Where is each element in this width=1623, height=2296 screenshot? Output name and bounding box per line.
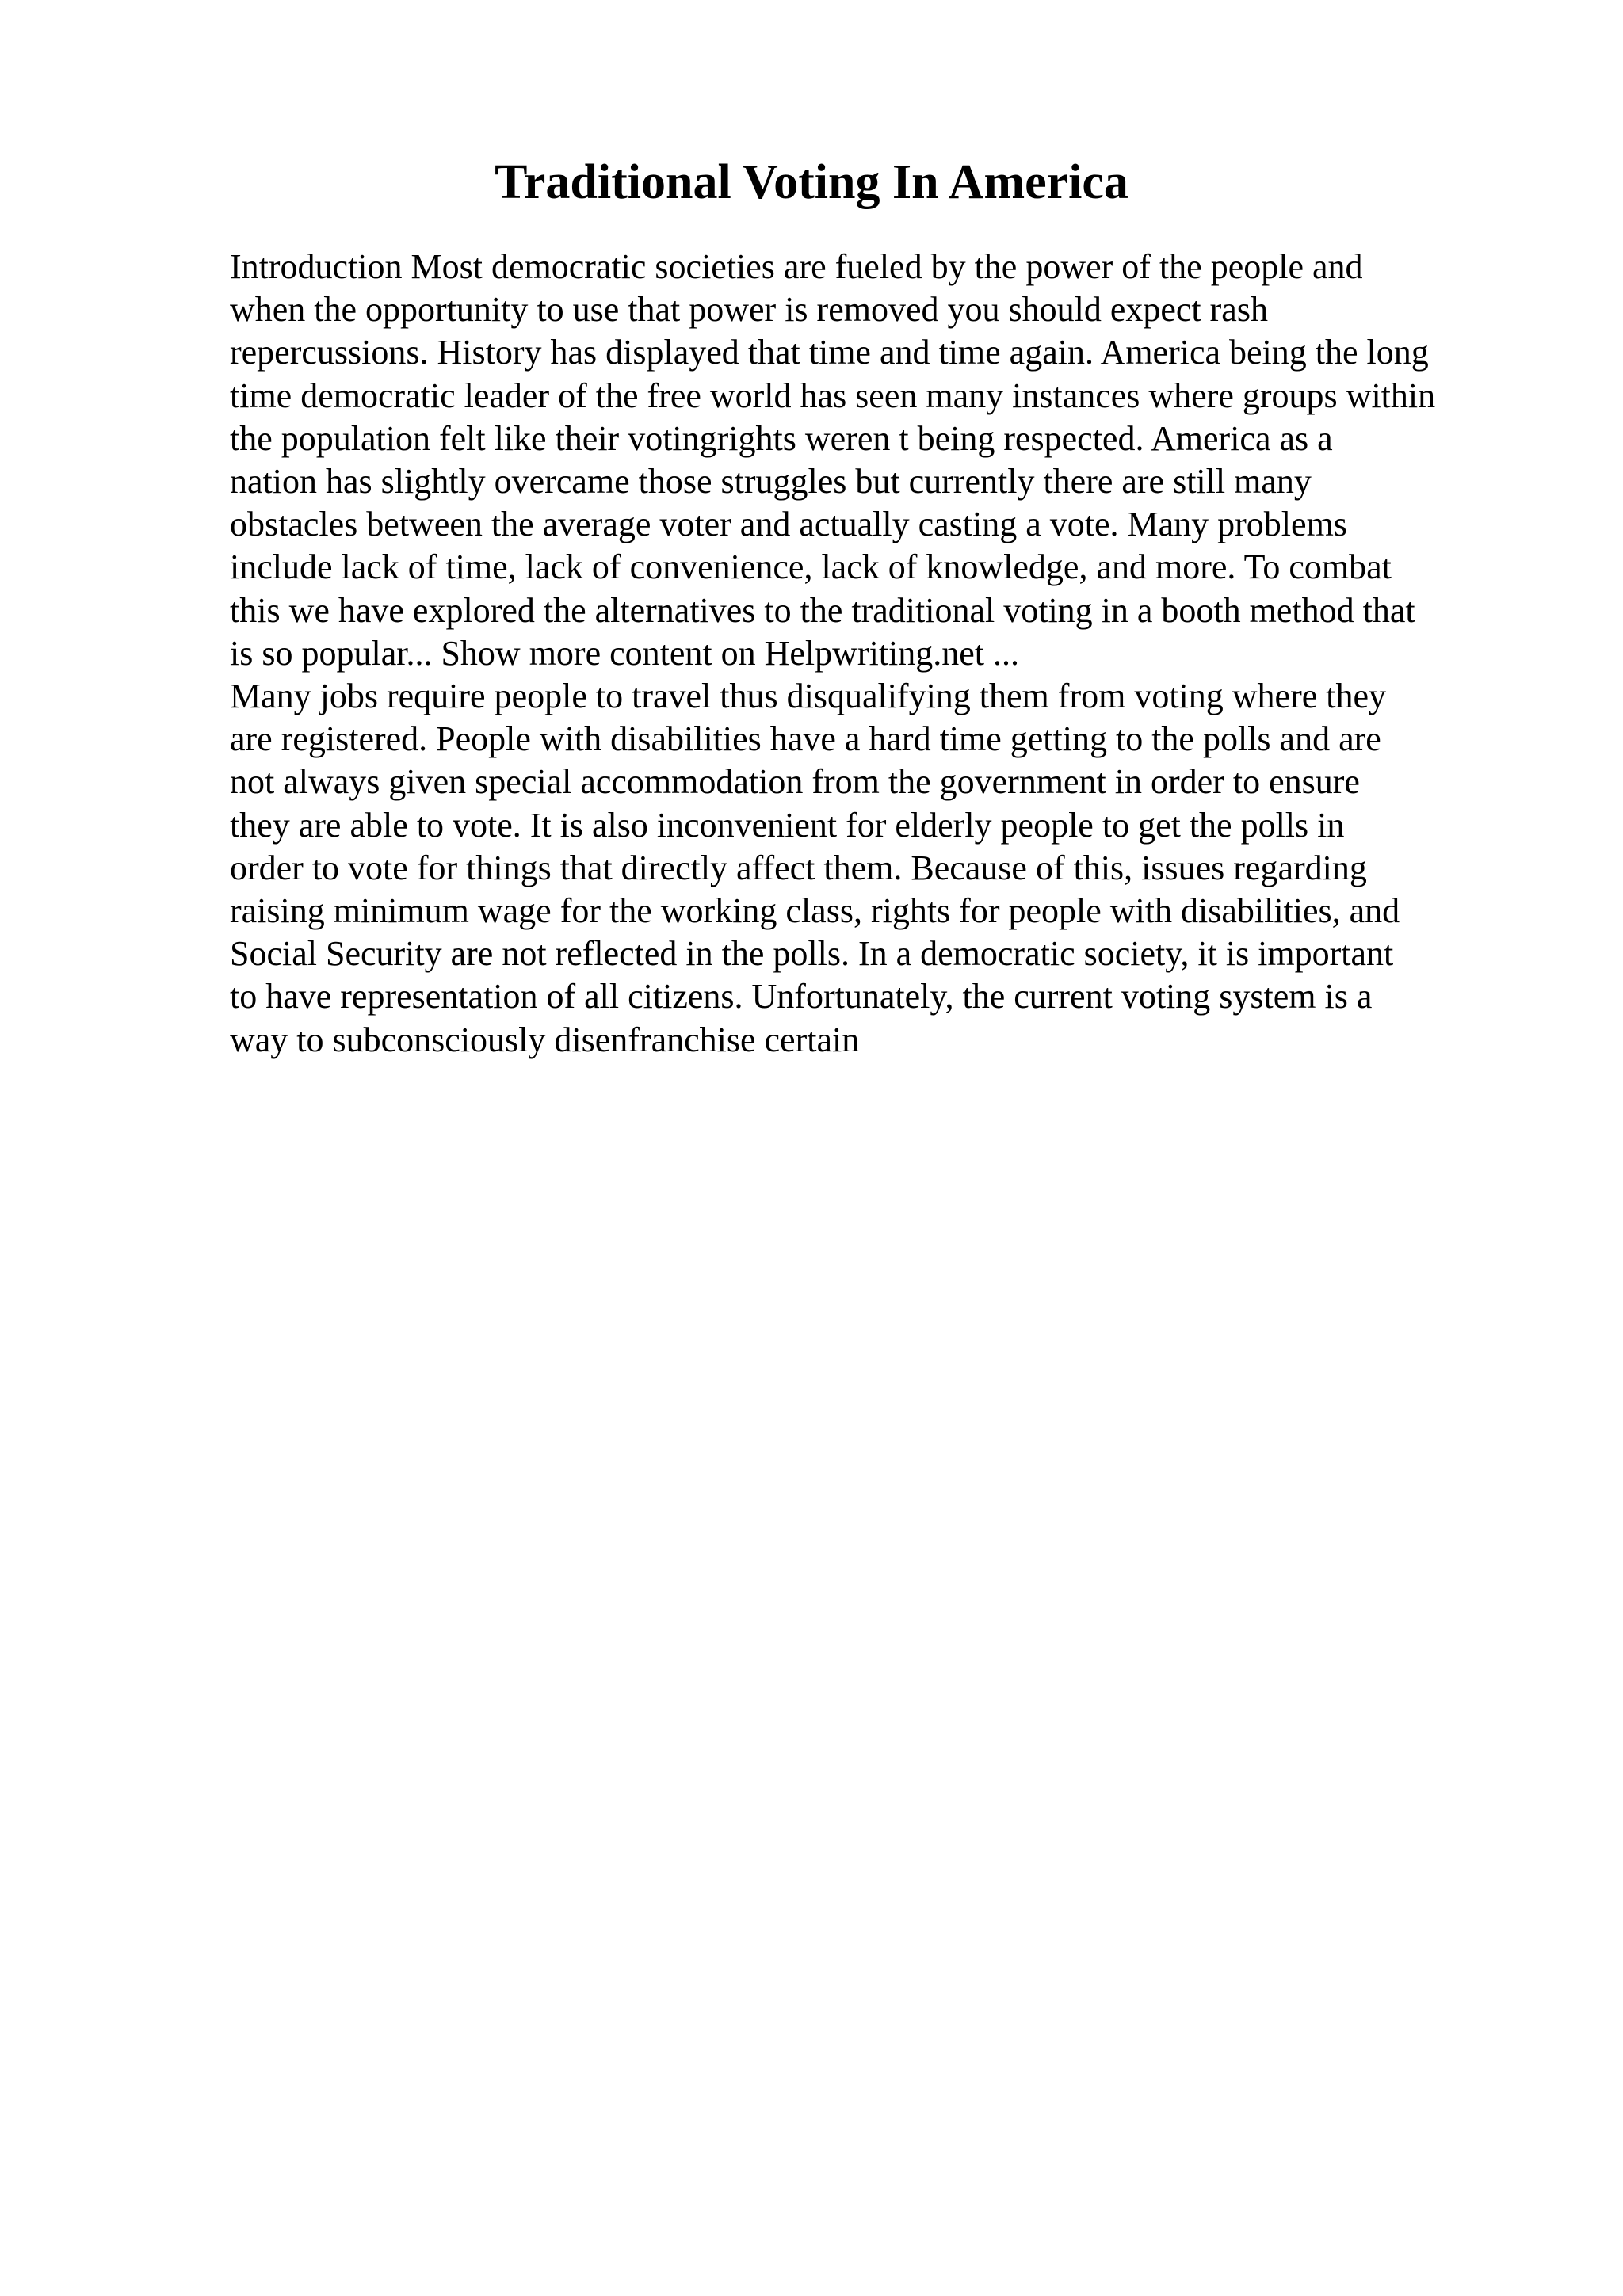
text-line: is so popular... Show more content on Helpwriting.net ... <box>230 633 1019 673</box>
text-line: not always given special accommodation from the government in order to ensure <box>230 762 1360 802</box>
text-line: time democratic leader of the free world has seen many instances where groups within <box>230 376 1436 415</box>
document-title: Traditional Voting In America <box>495 155 1128 209</box>
text-line: repercussions. History has displayed that time and time again. America being the long <box>230 333 1429 372</box>
text-line: obstacles between the average voter and actually casting a vote. Many problems <box>230 505 1347 544</box>
text-line: raising minimum wage for the working class, rights for people with disabilities, and <box>230 891 1400 931</box>
text-line: are registered. People with disabilities have a hard time getting to the polls and are <box>230 719 1381 759</box>
text-line: this we have explored the alternatives to the traditional voting in a booth method that <box>230 590 1415 630</box>
text-line: they are able to vote. It is also inconvenient for elderly people to get the polls in <box>230 805 1345 845</box>
text-line: include lack of time, lack of convenience, lack of knowledge, and more. To combat <box>230 547 1392 587</box>
text-line: nation has slightly overcame those struggles but currently there are still many <box>230 462 1312 502</box>
text-line: Many jobs require people to travel thus disqualifying them from voting where they <box>230 677 1387 716</box>
text-line: way to subconsciously disenfranchise certain <box>230 1020 860 1059</box>
text-line: Social Security are not reflected in the polls. In a democratic society, it is important <box>230 934 1394 974</box>
text-line: the population felt like their votingrights weren t being respected. America as a <box>230 418 1333 458</box>
text-line: order to vote for things that directly affect them. Because of this, issues regarding <box>230 848 1367 887</box>
text-line: to have representation of all citizens. Unfortunately, the current voting system is a <box>230 977 1373 1016</box>
text-line: Introduction Most democratic societies are fueled by the power of the people and <box>230 247 1363 286</box>
document-body <box>230 246 1529 1062</box>
text-line: when the opportunity to use that power is removed you should expect rash <box>230 290 1268 330</box>
